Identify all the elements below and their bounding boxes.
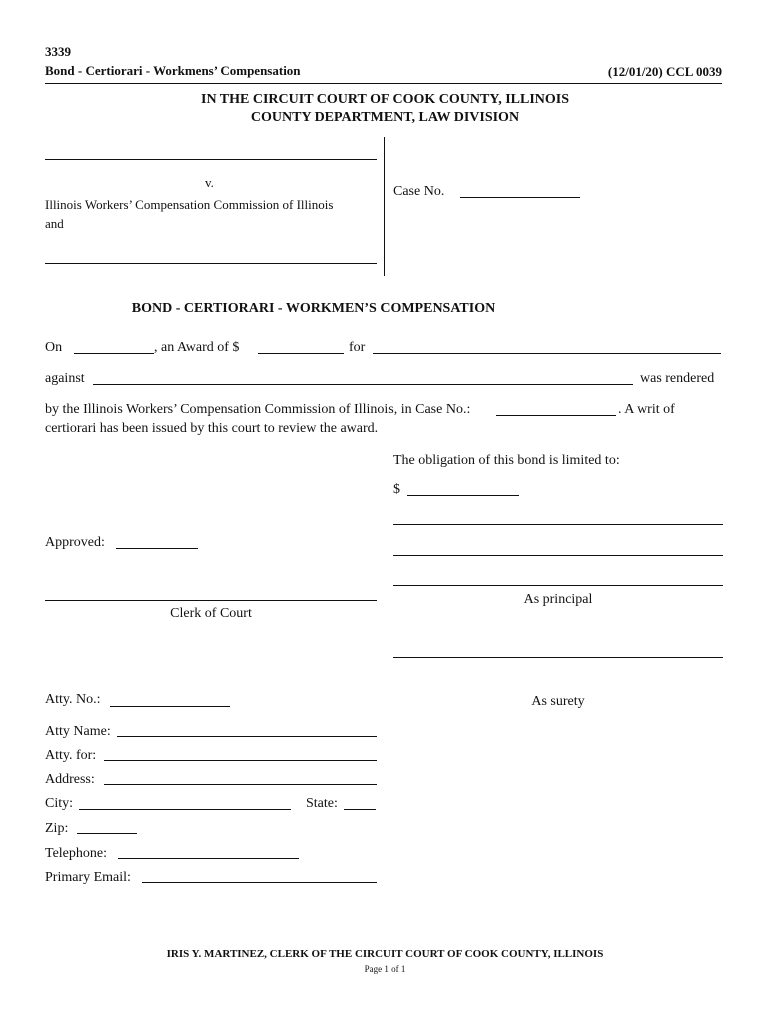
footer-page-number: Page 1 of 1 xyxy=(364,964,406,974)
court-title-line1: IN THE CIRCUIT COURT OF COOK COUNTY, ILLINOIS xyxy=(201,92,569,107)
award-label: , an Award of $ xyxy=(154,340,240,355)
telephone-field[interactable] xyxy=(118,858,299,859)
obligation-amount-field[interactable] xyxy=(407,495,519,496)
atty-no-field[interactable] xyxy=(110,706,230,707)
on-label: On xyxy=(45,340,63,355)
address-label: Address: xyxy=(45,772,95,787)
email-field[interactable] xyxy=(142,882,377,883)
as-surety-label: As surety xyxy=(531,694,585,709)
obligation-text: The obligation of this bond is limited to: xyxy=(393,453,620,468)
case-no-label: Case No. xyxy=(393,184,445,199)
dollar-sign: $ xyxy=(393,482,400,497)
zip-label: Zip: xyxy=(45,821,69,836)
atty-name-field[interactable] xyxy=(117,736,377,737)
address-field[interactable] xyxy=(104,784,377,785)
form-code: (12/01/20) CCL 0039 xyxy=(607,64,722,79)
certiorari-text: certiorari has been issued by this court to review the award. xyxy=(45,421,379,436)
telephone-label: Telephone: xyxy=(45,846,107,861)
commission-case-no-field[interactable] xyxy=(496,415,616,416)
respondent-line2: and xyxy=(45,216,64,231)
plaintiff-field[interactable] xyxy=(45,159,377,160)
clerk-signature-line[interactable] xyxy=(45,600,377,601)
header-rule xyxy=(45,83,722,84)
commission-text: by the Illinois Workers’ Compensation Commission of Illinois, in Case No.: xyxy=(45,402,471,417)
bond-title: BOND - CERTIORARI - WORKMEN’S COMPENSATION xyxy=(131,301,496,316)
form-title: Bond - Certiorari - Workmens’ Compensation xyxy=(45,63,301,78)
city-label: City: xyxy=(45,796,74,811)
principal-line-2[interactable] xyxy=(393,555,723,556)
approved-label: Approved: xyxy=(45,535,105,550)
state-field[interactable] xyxy=(344,809,376,810)
caption-divider xyxy=(384,137,385,276)
surety-signature-line[interactable] xyxy=(393,657,723,658)
footer-clerk: IRIS Y. MARTINEZ, CLERK OF THE CIRCUIT COURT OF COOK COUNTY, ILLINOIS xyxy=(166,948,604,960)
city-field[interactable] xyxy=(79,809,291,810)
versus-text: v. xyxy=(205,175,214,190)
against-label: against xyxy=(45,371,85,386)
atty-for-label: Atty. for: xyxy=(45,748,97,763)
principal-signature-line[interactable] xyxy=(393,585,723,586)
award-for-field[interactable] xyxy=(373,353,721,354)
court-title-line2: COUNTY DEPARTMENT, LAW DIVISION xyxy=(250,110,520,125)
form-number: 3339 xyxy=(45,44,71,59)
award-date-field[interactable] xyxy=(74,353,154,354)
case-no-field[interactable] xyxy=(460,197,580,198)
award-amount-field[interactable] xyxy=(258,353,344,354)
was-rendered-text: was rendered xyxy=(640,371,715,386)
as-principal-label: As principal xyxy=(523,592,593,607)
zip-field[interactable] xyxy=(77,833,137,834)
additional-respondent-field[interactable] xyxy=(45,263,377,264)
for-label: for xyxy=(349,340,366,355)
against-field[interactable] xyxy=(93,384,633,385)
clerk-of-court-label: Clerk of Court xyxy=(170,606,252,621)
state-label: State: xyxy=(306,796,338,811)
atty-for-field[interactable] xyxy=(104,760,377,761)
approved-field[interactable] xyxy=(116,548,198,549)
writ-text: . A writ of xyxy=(618,402,675,417)
respondent-line1: Illinois Workers’ Compensation Commission of Illinois xyxy=(45,197,334,212)
atty-name-label: Atty Name: xyxy=(45,724,111,739)
atty-no-label: Atty. No.: xyxy=(45,692,101,707)
email-label: Primary Email: xyxy=(45,870,131,885)
principal-line-1[interactable] xyxy=(393,524,723,525)
